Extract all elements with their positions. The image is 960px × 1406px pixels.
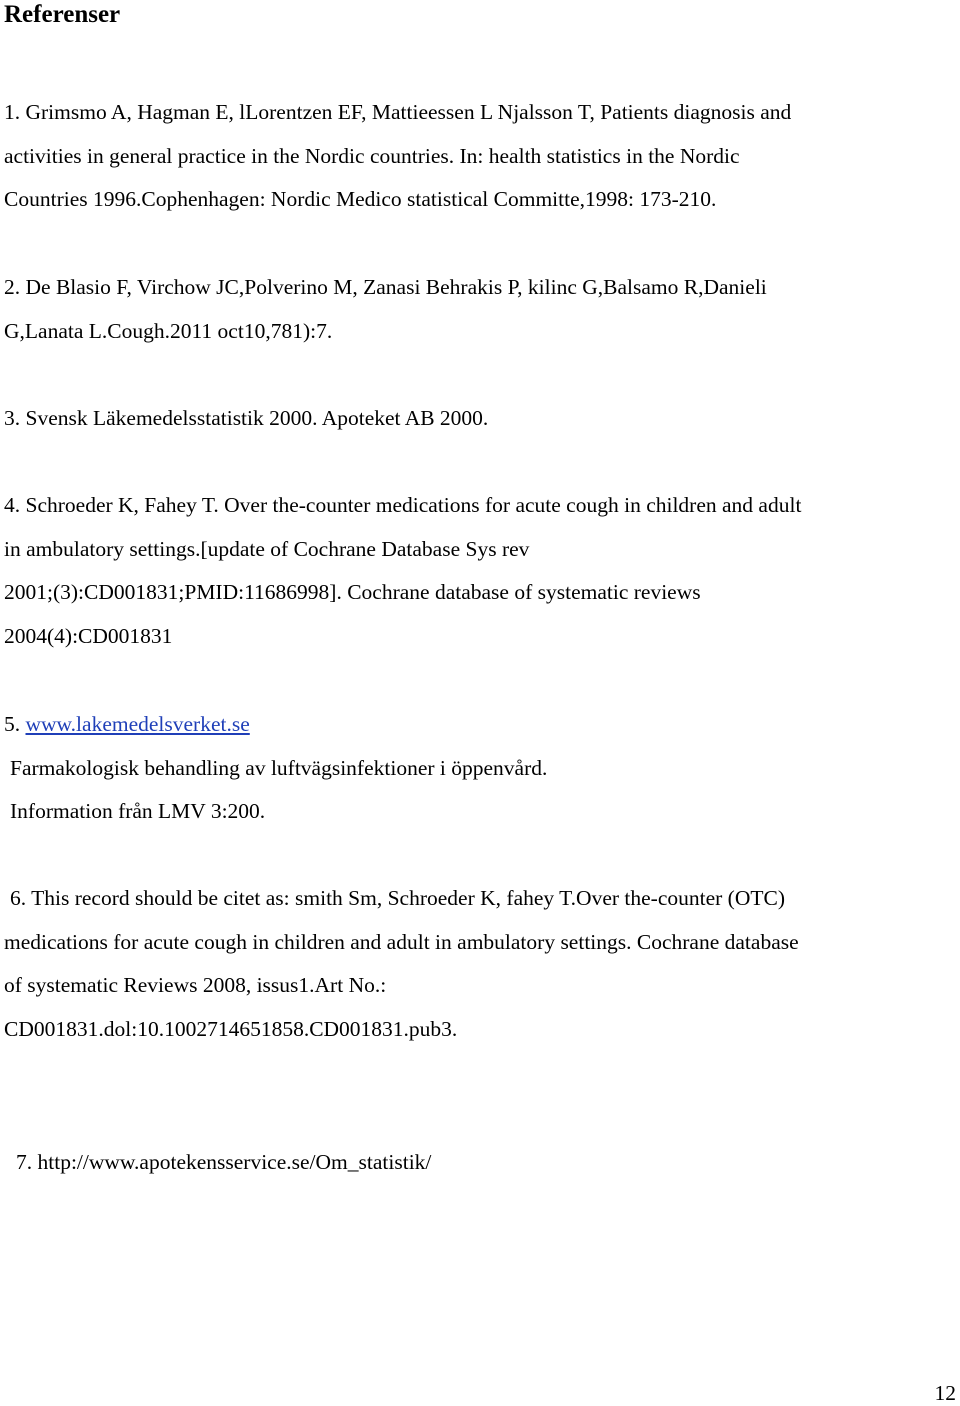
reference-6-line-4: CD001831.dol:10.1002714651858.CD001831.pub3.	[4, 1016, 458, 1041]
reference-4-line-1: 4. Schroeder K, Fahey T. Over the-counter medications for acute cough in children and adult	[4, 493, 802, 517]
reference-1-line-3: Countries 1996.Cophenhagen: Nordic Medico statistical Committe,1998: 173-210.	[4, 187, 717, 211]
reference-2	[4, 266, 954, 353]
page-number: 12	[934, 1381, 956, 1405]
reference-5-number: 5.	[4, 712, 26, 736]
reference-2-line-1: 2. De Blasio F, Virchow JC,Polverino M, Zanasi Behrakis P, kilinc G,Balsamo R,Danieli	[4, 275, 767, 299]
reference-4	[4, 484, 954, 658]
reference-2-line-2: G,Lanata L.Cough.2011 oct10,781):7.	[4, 318, 333, 343]
reference-7	[4, 1141, 954, 1185]
reference-4-line-3: 2001;(3):CD001831;PMID:11686998]. Cochrane database of systematic reviews	[4, 580, 701, 604]
reference-1-line-2: activities in general practice in the Nordic countries. In: health statistics in the Nordic	[4, 143, 740, 168]
reference-1-line-1: 1. Grimsmo A, Hagman E, lLorentzen EF, Mattieessen L Njalsson T, Patients diagnosis and	[4, 100, 792, 124]
lakemedelsverket-link[interactable]: www.lakemedelsverket.se	[25, 712, 250, 736]
reference-6-line-2: medications for acute cough in children and adult in ambulatory settings. Cochrane database	[4, 929, 799, 954]
reference-4-line-4: 2004(4):CD001831	[4, 623, 173, 648]
reference-3-line-1: 3. Svensk Läkemedelsstatistik 2000. Apoteket AB 2000.	[4, 406, 489, 430]
reference-5	[4, 703, 954, 834]
reference-6-line-3: of systematic Reviews 2008, issus1.Art No.:	[4, 973, 387, 997]
reference-6-line-1: 6. This record should be citet as: smith Sm, Schroeder K, fahey T.Over the-counter (OTC)	[10, 886, 785, 910]
reference-4-line-2: in ambulatory settings.[update of Cochrane Database Sys rev	[4, 536, 530, 561]
reference-5-line-2: Farmakologisk behandling av luftvägsinfektioner i öppenvård.	[10, 755, 548, 780]
reference-5-line-3: Information från LMV 3:200.	[10, 799, 266, 823]
reference-1	[4, 91, 954, 222]
reference-5-line-1	[4, 703, 954, 747]
page-heading: Referenser	[4, 1, 121, 28]
reference-6	[4, 877, 954, 1051]
reference-7-line-1: 7. http://www.apotekensservice.se/Om_statistik/	[16, 1150, 432, 1174]
reference-3	[4, 397, 954, 441]
